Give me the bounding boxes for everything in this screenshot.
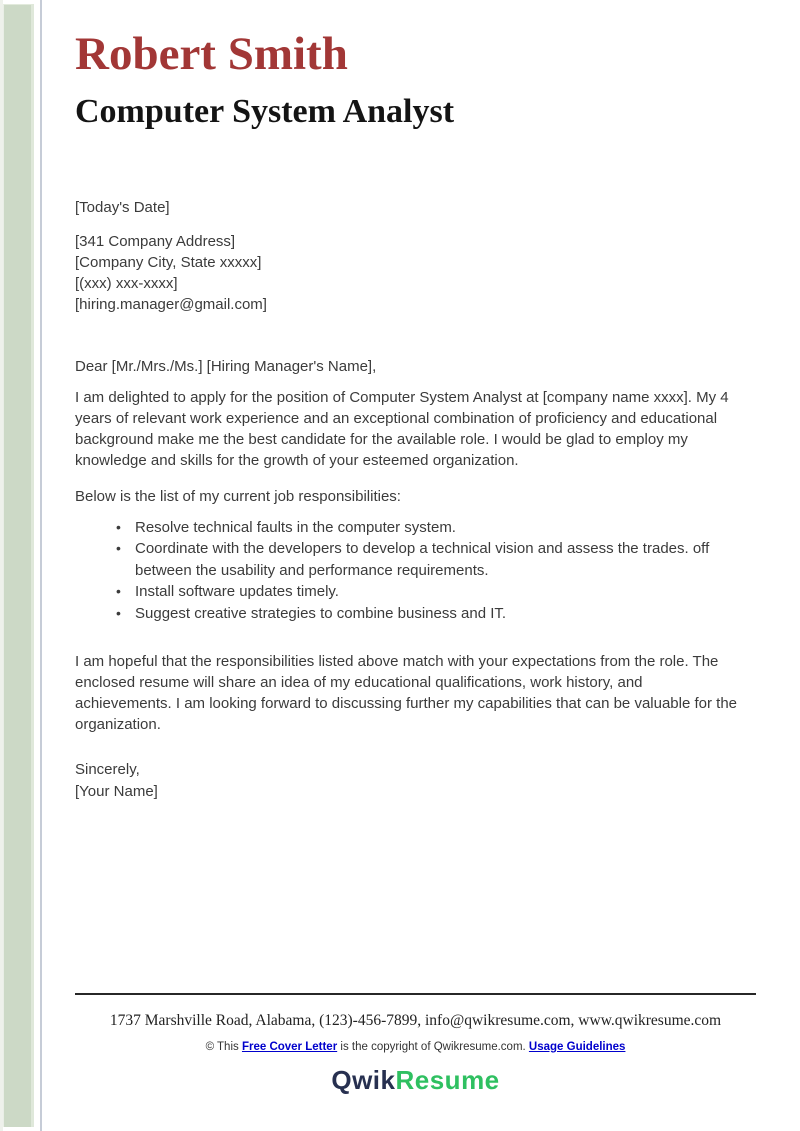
footer-divider [75, 993, 756, 995]
signoff: Sincerely, [75, 761, 140, 779]
list-item: • Install software updates timely. [135, 581, 740, 603]
address-line: [Company City, State xxxxx] [75, 253, 262, 271]
footer-contact-line: 1737 Marshville Road, Alabama, (123)-456-7899, info@qwikresume.com, www.qwikresume.com [109, 1012, 722, 1029]
footer-copyright [75, 1040, 756, 1054]
date-placeholder: [Today's Date] [75, 198, 170, 216]
address-line: [hiring.manager@gmail.com] [75, 295, 267, 313]
page-footer [75, 993, 756, 1094]
list-item: • Resolve technical faults in the computer system. [135, 517, 740, 539]
letter-body [75, 30, 740, 802]
logo-text-resume: Resume [395, 1065, 500, 1095]
copyright-text: © This [205, 1041, 242, 1053]
qwikresume-logo [75, 1066, 756, 1094]
responsibilities-intro: Below is the list of my current job responsibilities: [75, 487, 401, 505]
job-title: Computer System Analyst [75, 93, 455, 131]
free-cover-letter-link[interactable]: Free Cover Letter [241, 1041, 338, 1053]
signature-placeholder: [Your Name] [75, 782, 158, 800]
address-line: [341 Company Address] [75, 232, 236, 250]
copyright-text: is the copyright of Qwikresume.com. [337, 1041, 529, 1053]
candidate-name: Robert Smith [75, 28, 348, 80]
intro-paragraph: I am delighted to apply for the position of Computer System Analyst at [company name xxxx]. My 4 years of relevant work experience and an exceptional combination of proficiency and educational background make me the best candidate for the available role. I would be glad to employ my knowledge and skills for the growth of your esteemed organization. [75, 388, 729, 469]
recipient-address-block [75, 231, 740, 315]
responsibilities-list [75, 517, 740, 625]
list-item: • Suggest creative strategies to combine business and IT. [135, 603, 740, 625]
signoff-block [75, 759, 740, 802]
usage-guidelines-link[interactable]: Usage Guidelines [528, 1041, 626, 1053]
left-accent-strip [3, 4, 34, 1127]
closing-paragraph: I am hopeful that the responsibilities listed above match with your expectations from the role. The enclosed resume will share an idea of my educational qualifications, work history, and achievements. I am looking forward to discussing further my capabilities that can be valuable for the organization. [75, 653, 738, 734]
address-line: [(xxx) xxx-xxxx] [75, 274, 178, 292]
left-divider-line [40, 0, 42, 1131]
salutation: Dear [Mr./Mrs./Ms.] [Hiring Manager's Name], [75, 357, 377, 375]
logo-text-qwik: Qwik [331, 1065, 396, 1095]
list-item: • Coordinate with the developers to develop a technical vision and assess the trades. off between the usability and performance requirements. [135, 538, 740, 581]
